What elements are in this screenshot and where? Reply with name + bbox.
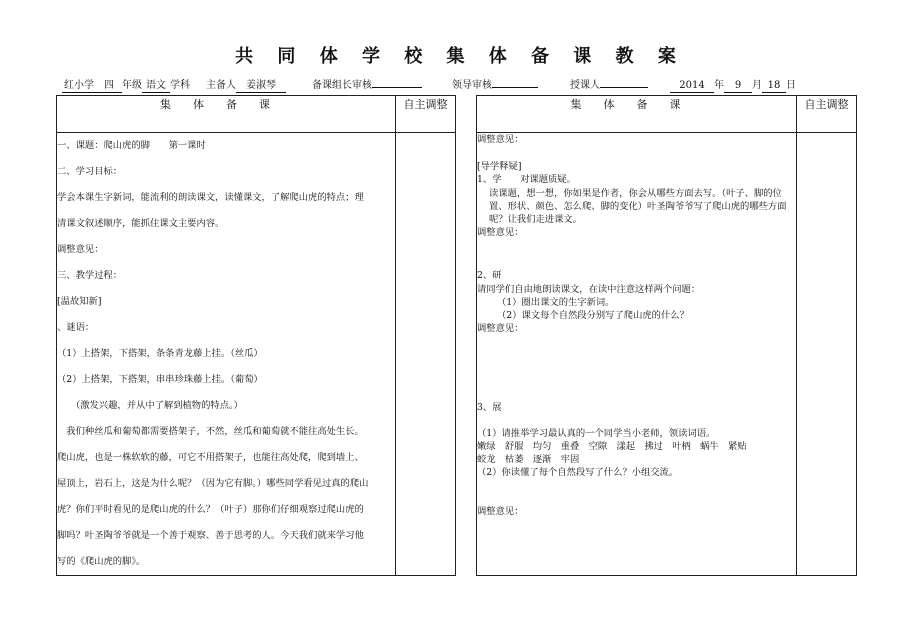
month-label: 月: [752, 80, 762, 91]
step2-adjust: 调整意见：: [477, 323, 524, 335]
group-leader-review-label: 备课组长审核: [312, 80, 372, 91]
left-lesson-content: 一、课题：爬山虎的脚 第一课时 二、学习目标： 学会本课生字新词，能流利的朗读课文，读懂课文，了解爬山虎的特点；理 清课文叙述顺序，能抓住课文主要内容。 调整意见： 三、教学过程： [温故知新] 、谜语： （1）上搭架，下搭架，条条青龙藤上挂。（丝瓜） （2）上搭架，下搭架，串串珍珠藤上挂。（葡萄） （激发兴趣，并从中了解到植物的特点。） 我们种丝瓜和葡萄都需要搭架子，不然，丝瓜和葡萄就不能往高处生长。 爬山虎，也是一株软软的藤，可它不用搭架子，也能往高处爬，爬到墙上、 屋顶上，岩石上，这是为什么呢？（因为它有脚。）哪些同学看见过真的爬山 虎？你们平时看见的是爬山虎的什么？（叶子）那你们仔细观察过爬山虎的 脚吗？叶圣陶爷爷就是一个善于观察、善于思考的人。今天我们就来学习他 写的《爬山虎的脚》。: [57, 133, 396, 576]
header-self-adjust-right: 自主调整: [797, 96, 857, 133]
teacher-field: [600, 87, 648, 88]
day-label: 日: [786, 80, 796, 91]
subject-value: 语文: [142, 80, 170, 93]
year-value: 2014: [670, 80, 714, 93]
left-self-adjust-cell: [396, 133, 456, 576]
header-info-line: [62, 76, 862, 93]
step2-q1: （1）圈出课文的生字新词。: [497, 296, 615, 308]
header-collective-left: 集体备课: [57, 96, 396, 133]
grade-value: 四: [96, 80, 122, 93]
header-self-adjust-left: 自主调整: [396, 96, 456, 133]
school-name: 红小学: [64, 80, 94, 91]
step3-words2: 蛟龙 枯萎 逐渐 牢固: [477, 454, 580, 466]
leader-review-label: 领导审核: [452, 80, 492, 91]
group-leader-review-field: [372, 87, 422, 88]
teacher-label: 授课人: [570, 80, 600, 91]
preparer-label: 主备人: [206, 80, 236, 91]
step1-title: 1、学 对课题质疑。: [477, 174, 576, 186]
step3-title: 3、展: [477, 402, 502, 414]
grade-label: 年级: [122, 80, 142, 91]
step3-p2: （2）你读懂了每个自然段写了什么？小组交流。: [477, 467, 679, 479]
leader-review-field: [492, 87, 538, 88]
table-body-row: [57, 133, 857, 576]
step3-adjust: 调整意见：: [477, 506, 524, 518]
day-value: 18: [762, 80, 786, 93]
year-label: 年: [714, 80, 724, 91]
adjust-note: 调整意见：: [477, 134, 524, 145]
step1-adjust: 调整意见：: [477, 227, 524, 239]
column-separator-body: [456, 133, 477, 576]
subject-label: 学科: [170, 80, 190, 91]
table-header-row: [57, 96, 857, 133]
page-title: 共 同 体 学 校 集 体 备 课 教 案: [235, 46, 685, 67]
right-lesson-content: [477, 133, 797, 576]
step2-line1: 请同学们自由地朗读课文，在读中注意这样两个问题：: [477, 283, 701, 295]
step2-title: 2、研: [477, 270, 502, 282]
step2-q2: （2）课文每个自然段分别写了爬山虎的什么？: [497, 310, 689, 322]
month-value: 9: [724, 80, 752, 93]
lesson-plan-table: [56, 95, 857, 576]
step3-p1: （1）请推举学习最认真的一个同学当小老师，领读词语。: [477, 427, 716, 439]
right-self-adjust-cell: [797, 133, 857, 576]
step3-words1: 嫩绿 舒服 均匀 重叠 空隙 漾起 拂过 叶柄 蜗牛 紧贴: [477, 440, 747, 452]
header-collective-right: 集体备课: [477, 96, 797, 133]
preparer-name: 姜淑琴: [236, 80, 286, 93]
guide-title: [导学释疑]: [477, 161, 522, 173]
column-separator: [456, 96, 477, 133]
step1-body: 读课题，想一想，你如果是作者，你会从哪些方面去写。（叶子、脚的位置、形状、颜色、怎么爬、脚的变化）叶圣陶爷爷写了爬山虎的哪些方面呢？让我们走进课文。: [489, 187, 787, 226]
